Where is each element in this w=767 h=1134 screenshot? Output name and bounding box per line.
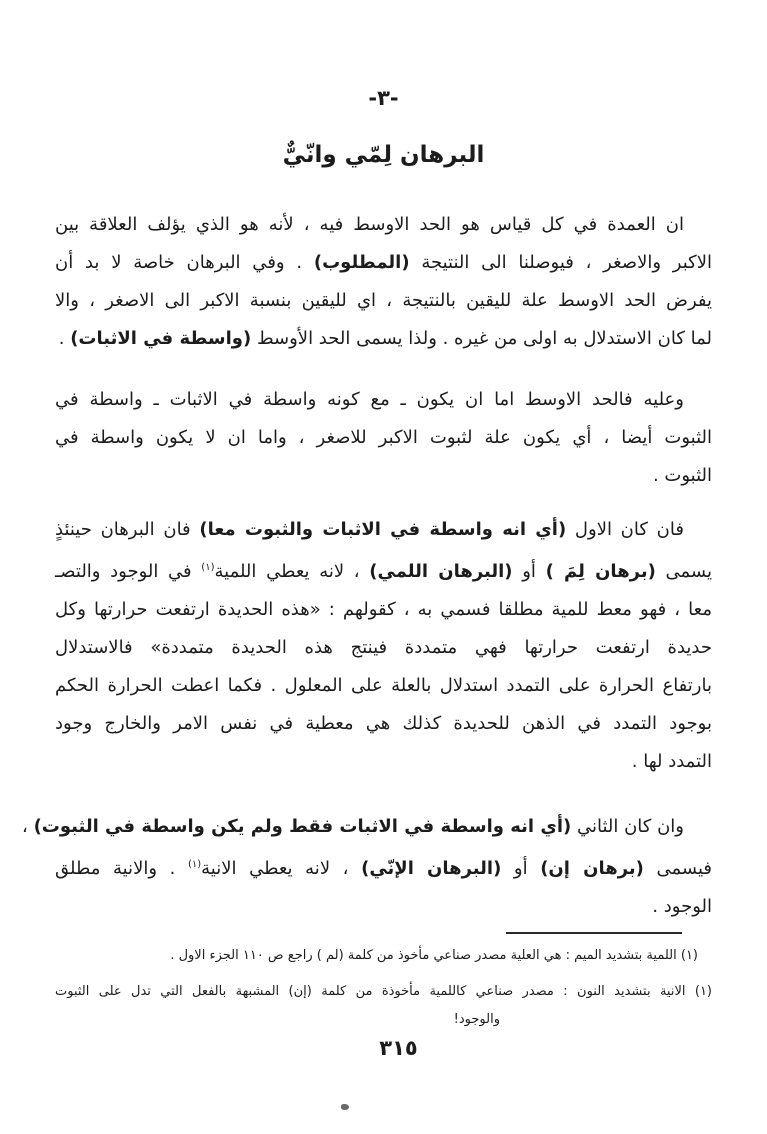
text-line xyxy=(55,629,712,667)
text-line xyxy=(55,511,712,549)
text-segment: (واسطة في الاثبات) xyxy=(70,328,252,349)
text-segment: (١) اللمية بتشديد الميم : هي العلية مصدر صناعي مأخوذ من كلمة (لم ) راجع ص ١١٠ الجزء الاول . xyxy=(170,948,698,963)
body-text xyxy=(22,206,712,926)
text-segment: فان البرهان حينئذٍ xyxy=(55,519,200,540)
footnote-marker: (١) xyxy=(201,562,215,573)
text-segment: . وفي البرهان خاصة لا بد أن xyxy=(55,252,314,273)
text-segment: فان كان الاول xyxy=(566,519,684,540)
text-segment: معا ، فهو معط للمية مطلقا فسمي به ، كقولهم : «هذه الحديدة ارتفعت حرارتها وكل xyxy=(55,599,712,620)
text-segment: والوجود! xyxy=(453,1012,500,1027)
paragraph xyxy=(22,808,712,926)
text-line xyxy=(55,942,712,970)
text-segment: . xyxy=(58,328,71,349)
page-content xyxy=(22,206,712,1034)
text-line xyxy=(55,667,712,705)
text-line xyxy=(55,549,712,591)
text-line xyxy=(55,419,712,457)
text-line xyxy=(55,743,712,781)
text-segment: أو xyxy=(501,858,541,879)
footnote-separator xyxy=(506,932,682,934)
text-line xyxy=(55,282,712,320)
ink-speck xyxy=(341,1104,349,1110)
text-segment: الوجود . xyxy=(652,896,712,917)
paragraph xyxy=(55,978,712,1034)
text-line xyxy=(55,846,712,888)
text-line xyxy=(55,888,712,926)
text-segment: في الوجود والتصـ xyxy=(55,561,202,582)
text-segment: التمدد لها . xyxy=(631,751,712,772)
text-segment: (البرهان اللمي) xyxy=(369,561,513,582)
paragraph xyxy=(55,942,712,970)
chapter-title: البرهان لِمّي وانّيٌّ xyxy=(282,142,485,168)
text-segment: فيسمى xyxy=(643,858,712,879)
text-segment: (برهان إن) xyxy=(540,858,644,879)
paragraph xyxy=(55,381,712,495)
paragraph xyxy=(55,206,712,358)
text-segment: (برهان لِمَ ) xyxy=(545,561,656,582)
text-line xyxy=(55,244,712,282)
text-segment: ، لانه يعطي الانية xyxy=(201,858,362,879)
text-segment: الثبوت أيضا ، أي يكون علة لثبوت الاكبر للاصغر ، واما ان لا يكون واسطة في xyxy=(55,427,712,448)
paragraph xyxy=(55,511,712,781)
text-line xyxy=(55,1006,712,1034)
text-segment: وعليه فالحد الاوسط اما ان يكون ـ مع كونه واسطة في الاثبات ـ واسطة في xyxy=(55,389,684,410)
text-segment: ان العمدة في كل قياس هو الحد الاوسط فيه ، لأنه هو الذي يؤلف العلاقة بين xyxy=(55,214,684,235)
text-line xyxy=(55,206,712,244)
text-segment: وان كان الثاني xyxy=(571,816,684,837)
text-line xyxy=(55,381,712,419)
text-segment: بارتفاع الحرارة على التمدد استدلال بالعلة على المعلول . فكما اعطت الحرارة الحكم xyxy=(55,675,712,696)
footnotes xyxy=(55,942,712,1034)
page-number-bottom: ٣١٥ xyxy=(379,1036,418,1060)
text-segment: (أي انه واسطة في الاثبات والثبوت معا) xyxy=(199,519,567,540)
text-segment: ، xyxy=(22,816,34,837)
text-line xyxy=(22,808,712,846)
text-segment: يفرض الحد الاوسط علة لليقين بالنتيجة ، اي لليقين بنسبة الاكبر الى الاصغر ، والا xyxy=(55,290,712,311)
text-segment: . والانية مطلق xyxy=(55,858,188,879)
text-segment: (البرهان الإنّي) xyxy=(361,858,502,879)
text-line xyxy=(55,591,712,629)
text-segment: (أي انه واسطة في الاثبات فقط ولم يكن واسطة في الثبوت) xyxy=(33,816,572,837)
text-segment: الثبوت . xyxy=(652,465,712,486)
text-segment: يسمى xyxy=(655,561,712,582)
text-line xyxy=(55,457,712,495)
text-segment: (١) الانية بتشديد النون : مصدر صناعي كاللمية مأخوذة من كلمة (إن) المشبهة بالفعل التي تدل على الثبوت xyxy=(55,984,712,999)
text-line xyxy=(55,705,712,743)
text-segment: حديدة ارتفعت حرارتها فهي متمددة فينتج هذه الحديدة متمددة» فالاستدلال xyxy=(55,637,712,658)
text-segment: أو xyxy=(512,561,546,582)
text-segment: الاكبر والاصغر ، فيوصلنا الى النتيجة xyxy=(409,252,712,273)
page-number-top: -٣- xyxy=(368,86,399,110)
footnote-marker: (١) xyxy=(187,859,202,870)
text-segment: ، لانه يعطي اللمية xyxy=(214,561,370,582)
text-line xyxy=(55,320,712,358)
text-segment: (المطلوب) xyxy=(313,252,410,273)
text-segment: لما كان الاستدلال به اولى من غيره . ولذا يسمى الحد الأوسط xyxy=(251,328,712,349)
text-line xyxy=(55,978,712,1006)
text-segment: بوجود التمدد في الذهن للحديدة كذلك هي معطية في نفس الامر والخارج وجود xyxy=(55,713,712,734)
